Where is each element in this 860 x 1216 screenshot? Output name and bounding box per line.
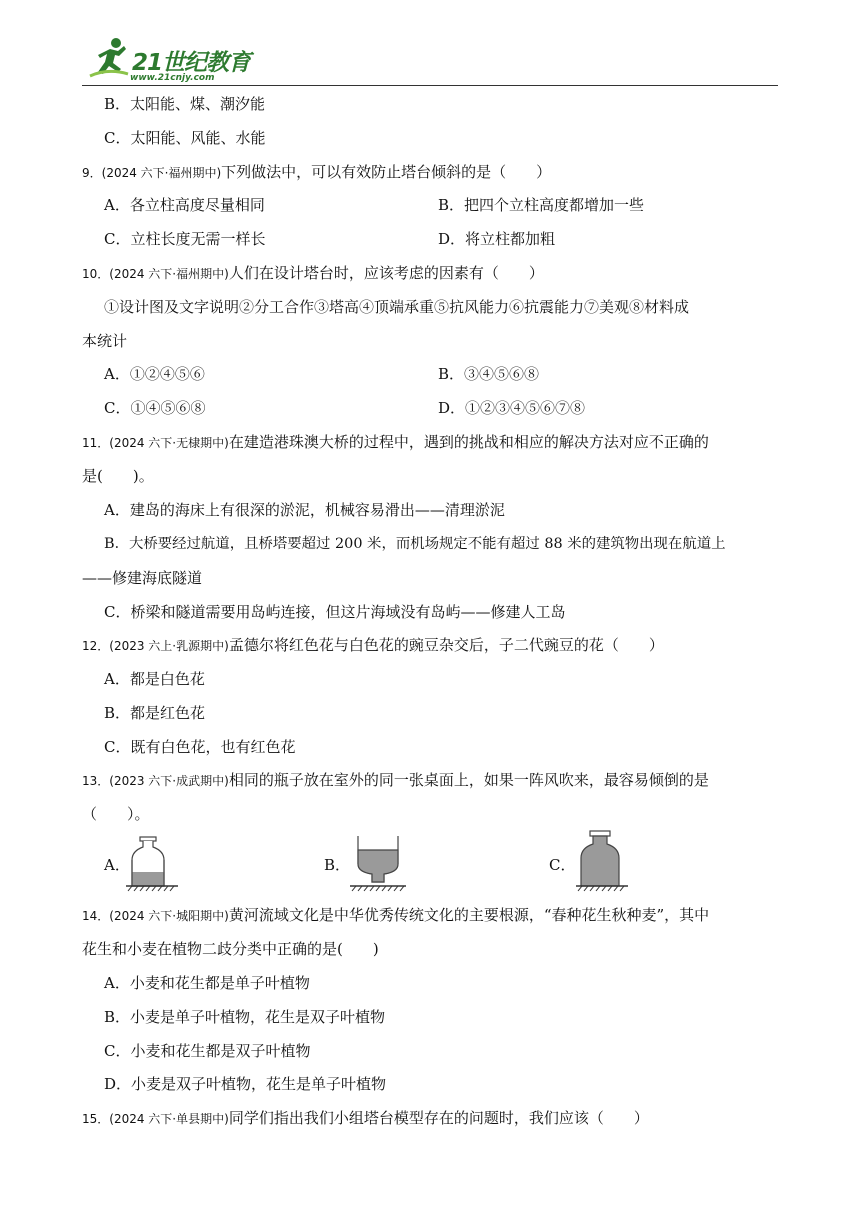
- q9-option-c: C．立柱长度无需一样长: [104, 230, 266, 248]
- q13-text: 相同的瓶子放在室外的同一张桌面上，如果一阵风吹来，最容易倾倒的是: [228, 771, 709, 789]
- q12-option-a: A．都是白色花: [104, 670, 205, 688]
- bottle-a-figure: [126, 836, 182, 892]
- logo-url: www.21cnjy.com: [130, 73, 215, 83]
- header-divider: [82, 85, 778, 86]
- q12-source: 12．(2023 六上·乳源期中): [82, 639, 229, 653]
- q9-source: 9．(2024 六下·福州期中): [82, 166, 222, 180]
- q10-stem: [82, 263, 544, 284]
- q14-source: 14．(2024 六下·城阳期中): [82, 909, 229, 923]
- q11-text: 在建造港珠澳大桥的过程中，遇到的挑战和相应的解决方法对应不正确的: [228, 433, 709, 451]
- q14-option-b: B．小麦是单子叶植物，花生是双子叶植物: [104, 1008, 386, 1026]
- q11-stem-line1: [82, 432, 709, 453]
- q10-text: 人们在设计塔台时，应该考虑的因素有（ ）: [228, 264, 544, 282]
- q15-text: 同学们指出我们小组塔台模型存在的问题时，我们应该（ ）: [228, 1109, 649, 1127]
- q11-source: 11．(2024 六下·无棣期中): [82, 436, 229, 450]
- q9-option-d: D．将立柱都加粗: [438, 230, 556, 248]
- q13-stem-line1: [82, 770, 709, 791]
- q8-option-b: B．太阳能、煤、潮汐能: [104, 95, 266, 113]
- site-logo: [88, 36, 258, 86]
- q13-option-b-label: B．: [324, 856, 351, 874]
- q9-option-a: A．各立柱高度尽量相同: [104, 196, 265, 214]
- page-header: [82, 26, 778, 86]
- q11-option-c: C．桥梁和隧道需要用岛屿连接，但这片海域没有岛屿——修建人工岛: [104, 603, 566, 621]
- q12-option-b: B．都是红色花: [104, 704, 206, 722]
- q12-stem: [82, 635, 664, 656]
- q9-stem: [82, 162, 551, 183]
- q11-stem-line2: 是( )。: [82, 467, 154, 485]
- q10-option-a: A．①②④⑤⑥: [104, 365, 205, 383]
- q14-option-d: D．小麦是双子叶植物，花生是单子叶植物: [104, 1075, 387, 1093]
- q11-option-a: A．建岛的海床上有很深的淤泥，机械容易滑出——清理淤泥: [104, 501, 505, 519]
- q11-option-b-line1: B．大桥要经过航道，且桥塔要超过 200 米，而机场规定不能有超过 88 米的建筑物出现在航道上: [104, 536, 726, 552]
- q12-text: 孟德尔将红色花与白色花的豌豆杂交后，子二代豌豆的花（ ）: [228, 636, 664, 654]
- q15-stem: [82, 1108, 649, 1129]
- q10-source: 10．(2024 六下·福州期中): [82, 267, 229, 281]
- q10-option-b: B．③④⑤⑥⑧: [438, 365, 540, 383]
- q11-option-b-line2: ——修建海底隧道: [82, 569, 203, 587]
- q8-option-c: C．太阳能、风能、水能: [104, 129, 266, 147]
- q13-stem-line2: （ ）。: [82, 805, 150, 823]
- q14-stem-line1: [82, 905, 709, 926]
- bottle-c-figure: [574, 830, 630, 892]
- q13-source: 13．(2023 六下·成武期中): [82, 774, 229, 788]
- q14-option-c: C．小麦和花生都是双子叶植物: [104, 1042, 311, 1060]
- q13-option-a-label: A．: [104, 856, 130, 874]
- q10-option-d: D．①②③④⑤⑥⑦⑧: [438, 399, 586, 417]
- q9-text: 下列做法中，可以有效防止塔台倾斜的是（ ）: [221, 163, 552, 181]
- logo-text: 21世纪教育: [132, 50, 251, 76]
- runner-logo-icon: [88, 36, 132, 80]
- q10-items-line2: 本统计: [82, 332, 128, 350]
- q9-option-b: B．把四个立柱高度都增加一些: [438, 196, 645, 214]
- q10-items-line1: ①设计图及文字说明②分工合作③塔高④顶端承重⑤抗风能力⑥抗震能力⑦美观⑧材料成: [104, 298, 690, 316]
- q12-option-c: C．既有白色花，也有红色花: [104, 738, 296, 756]
- q14-option-a: A．小麦和花生都是单子叶植物: [104, 974, 310, 992]
- q15-source: 15．(2024 六下·单县期中): [82, 1112, 229, 1126]
- q10-option-c: C．①④⑤⑥⑧: [104, 399, 206, 417]
- bottle-b-figure: [350, 834, 410, 892]
- q14-text: 黄河流域文化是中华优秀传统文化的主要根源，“春种花生秋种麦”，其中: [228, 906, 710, 924]
- q13-option-c-label: C．: [549, 856, 576, 874]
- q14-stem-line2: 花生和小麦在植物二歧分类中正确的是( ): [82, 940, 379, 958]
